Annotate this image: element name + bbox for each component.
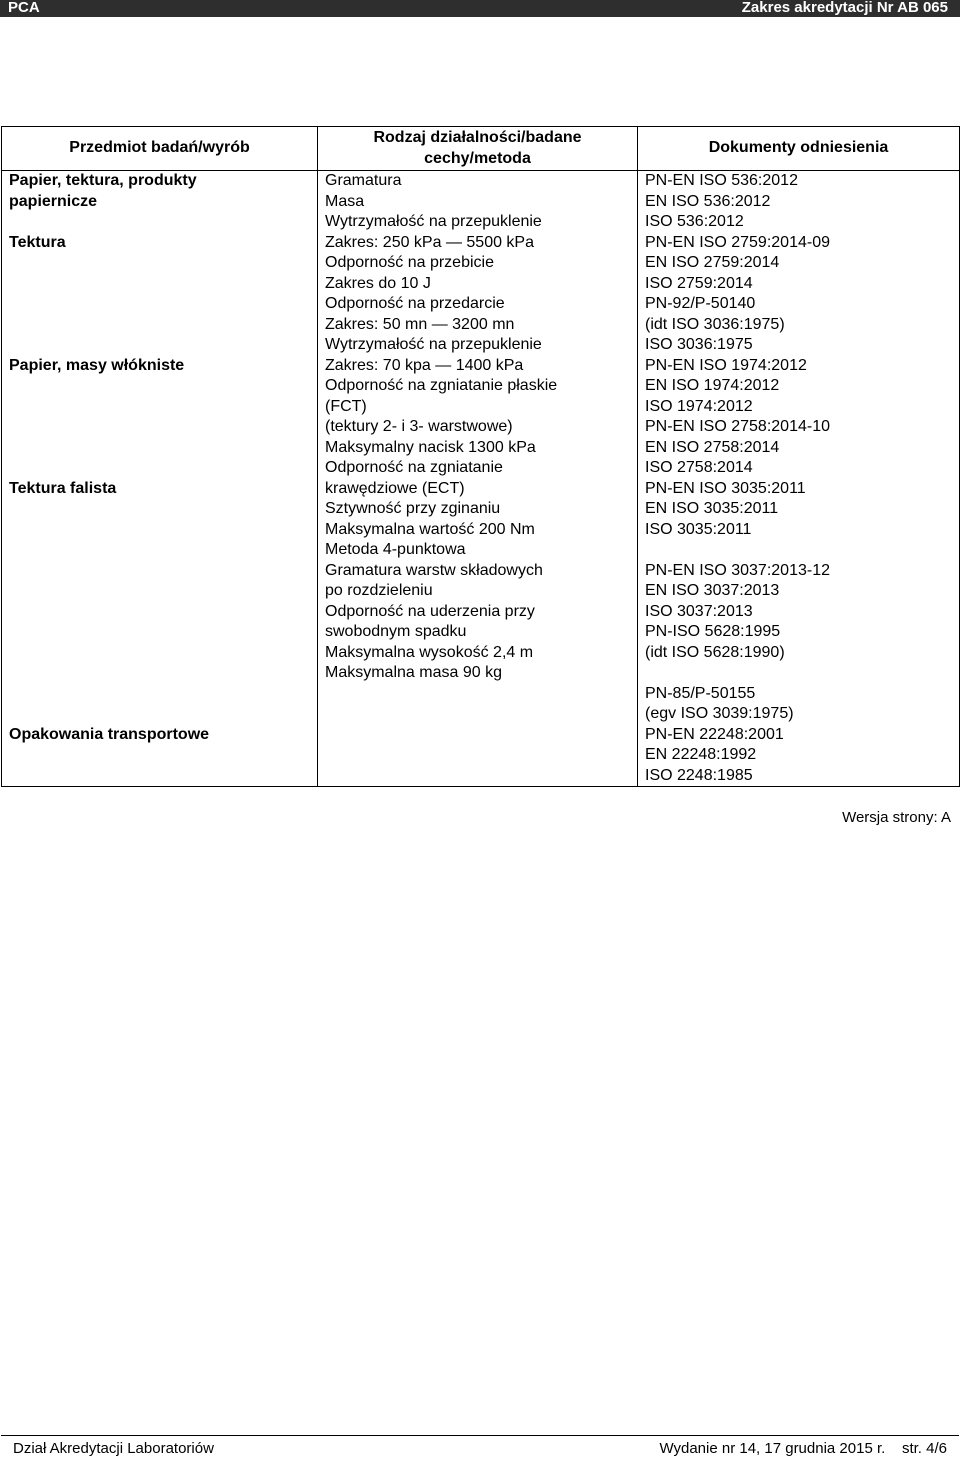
activity-column xyxy=(318,171,638,787)
activity-line: Odporność na zgniatanie xyxy=(325,459,503,476)
subject-line: Opakowania transportowe xyxy=(9,725,210,743)
documents-column xyxy=(638,171,960,787)
document-line: ISO 1974:2012 xyxy=(645,397,753,415)
document-line: (idt ISO 5628:1990) xyxy=(645,643,785,661)
subject-line: Tektura xyxy=(9,233,66,251)
document-line: ISO 3035:2011 xyxy=(645,520,752,538)
activity-line: po rozdzieleniu xyxy=(325,582,433,599)
activity-line: Maksymalny nacisk 1300 kPa xyxy=(325,438,536,456)
spacer xyxy=(9,704,310,725)
spacer xyxy=(9,643,310,664)
spacer xyxy=(9,315,310,336)
document-line: PN-EN ISO 1974:2012 xyxy=(645,356,807,374)
spacer xyxy=(9,253,310,274)
accreditation-table-wrapper xyxy=(1,126,959,787)
spacer xyxy=(9,458,310,479)
activity-line: Gramatura warstw składowych xyxy=(325,561,543,579)
spacer xyxy=(9,438,310,459)
spacer xyxy=(9,540,310,561)
document-line: EN ISO 1974:2012 xyxy=(645,377,780,394)
activity-line: Zakres: 50 mn ― 3200 mn xyxy=(325,315,515,333)
page-header-bar xyxy=(0,0,960,17)
accreditation-table xyxy=(1,126,960,787)
activity-line: Metoda 4-punktowa xyxy=(325,541,466,558)
page-version-note: Wersja strony: A xyxy=(842,809,951,826)
page-footer xyxy=(1,1435,959,1457)
activity-line: Odporność na przedarcie xyxy=(325,295,505,312)
spacer xyxy=(9,376,310,397)
subject-line: Papier, masy włókniste xyxy=(9,356,185,374)
activity-line: Odporność na przebicie xyxy=(325,254,494,271)
org-name: PCA xyxy=(8,0,40,16)
activity-line: (FCT) xyxy=(325,397,367,415)
footer-edition: Wydanie nr 14, 17 grudnia 2015 r. str. 4/6 xyxy=(659,1440,947,1457)
spacer xyxy=(9,663,310,684)
activity-line: Sztywność przy zginaniu xyxy=(325,500,501,517)
table-header-row xyxy=(2,127,960,171)
spacer xyxy=(9,520,310,541)
document-line: PN-EN ISO 2758:2014-10 xyxy=(645,418,830,435)
spacer xyxy=(9,335,310,356)
document-line: ISO 3036:1975 xyxy=(645,336,753,353)
spacer xyxy=(9,581,310,602)
activity-line: Wytrzymałość na przepuklenie xyxy=(325,336,542,353)
header-activity: Rodzaj działalności/badane cechy/metoda xyxy=(318,127,638,171)
subject-line: papiernicze xyxy=(9,192,98,210)
spacer xyxy=(9,622,310,643)
activity-line: Maksymalna wysokość 2,4 m xyxy=(325,643,534,661)
document-line: PN-EN 22248:2001 xyxy=(645,725,784,743)
spacer xyxy=(9,212,310,233)
activity-line: Odporność na uderzenia przy xyxy=(325,602,535,620)
document-line: (egv ISO 3039:1975) xyxy=(645,705,794,722)
activity-line: Zakres: 70 kpa ― 1400 kPa xyxy=(325,356,524,374)
document-line: PN-85/P-50155 xyxy=(645,684,756,702)
spacer xyxy=(645,540,952,561)
subject-line: Tektura falista xyxy=(9,479,117,497)
document-line: EN ISO 2758:2014 xyxy=(645,438,780,456)
document-line: ISO 3037:2013 xyxy=(645,602,753,620)
spacer xyxy=(645,663,952,684)
subject-line: Papier, tektura, produkty xyxy=(9,172,197,189)
document-line: ISO 2758:2014 xyxy=(645,459,753,476)
document-line: EN 22248:1992 xyxy=(645,746,757,763)
document-line: PN-EN ISO 3037:2013-12 xyxy=(645,561,830,579)
activity-line: Wytrzymałość na przepuklenie xyxy=(325,213,542,230)
document-line: EN ISO 3035:2011 xyxy=(645,500,779,517)
document-line: PN-EN ISO 2759:2014-09 xyxy=(645,233,830,251)
activity-line: Odporność na zgniatanie płaskie xyxy=(325,377,558,394)
activity-line: Zakres do 10 J xyxy=(325,274,431,292)
footer-department: Dział Akredytacji Laboratoriów xyxy=(13,1440,214,1457)
activity-line: Maksymalna masa 90 kg xyxy=(325,664,502,681)
activity-line: Zakres: 250 kPa ― 5500 kPa xyxy=(325,233,534,251)
spacer xyxy=(9,417,310,438)
document-line: PN-EN ISO 536:2012 xyxy=(645,172,798,189)
spacer xyxy=(9,561,310,582)
spacer xyxy=(9,294,310,315)
spacer xyxy=(9,499,310,520)
document-line: ISO 536:2012 xyxy=(645,213,744,230)
subject-column xyxy=(2,171,318,787)
document-title: Zakres akredytacji Nr AB 065 xyxy=(741,0,948,16)
activity-line: swobodnym spadku xyxy=(325,623,467,640)
spacer xyxy=(9,397,310,418)
document-line: PN-EN ISO 3035:2011 xyxy=(645,479,806,497)
activity-line: (tektury 2- i 3- warstwowe) xyxy=(325,418,513,435)
document-line: PN-ISO 5628:1995 xyxy=(645,623,781,640)
spacer xyxy=(9,684,310,705)
document-line: PN-92/P-50140 xyxy=(645,295,756,312)
header-documents: Dokumenty odniesienia xyxy=(638,127,960,171)
spacer xyxy=(9,602,310,623)
document-line: (idt ISO 3036:1975) xyxy=(645,315,785,333)
document-line: EN ISO 3037:2013 xyxy=(645,582,780,599)
header-subject: Przedmiot badań/wyrób xyxy=(2,127,318,171)
document-line: EN ISO 536:2012 xyxy=(645,192,771,210)
document-line: ISO 2759:2014 xyxy=(645,274,753,292)
spacer xyxy=(9,274,310,295)
table-row xyxy=(2,171,960,787)
document-line: ISO 2248:1985 xyxy=(645,766,753,784)
activity-line: Gramatura xyxy=(325,172,402,189)
activity-line: Masa xyxy=(325,192,365,210)
activity-line: Maksymalna wartość 200 Nm xyxy=(325,520,535,538)
activity-line: krawędziowe (ECT) xyxy=(325,479,465,497)
document-line: EN ISO 2759:2014 xyxy=(645,254,780,271)
